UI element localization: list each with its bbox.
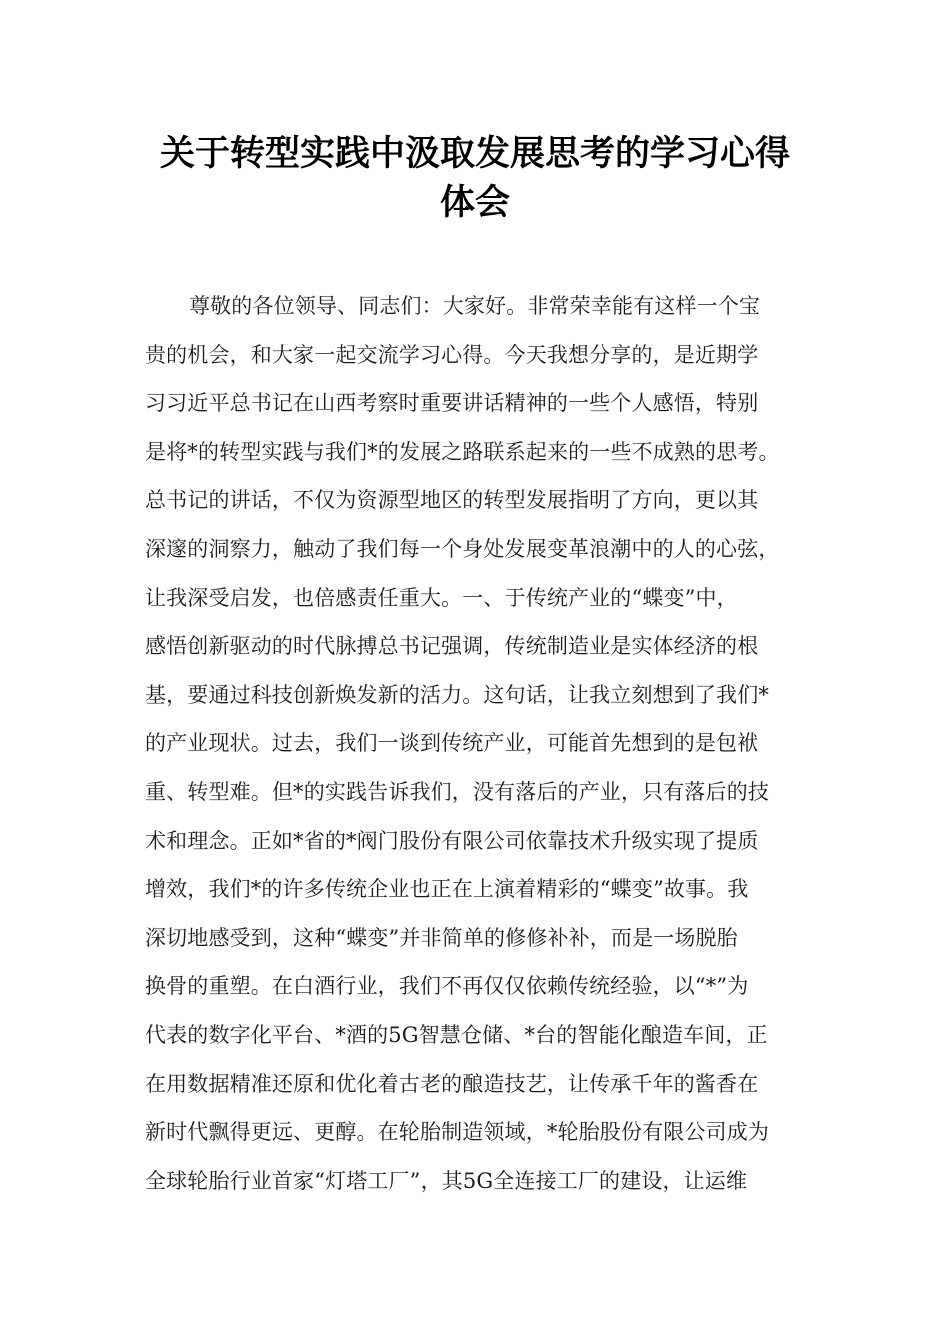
body-line: 基，要通过科技创新焕发新的活力。这句话，让我立刻想到了我们* (145, 682, 769, 707)
body-line: 尊敬的各位领导、同志们：大家好。非常荣幸能有这样一个宝 (189, 294, 761, 318)
body-line: 感悟创新驱动的时代脉搏总书记强调，传统制造业是实体经济的根 (145, 634, 759, 659)
body-line: 总书记的讲话，不仅为资源型地区的转型发展指明了方向，更以其 (145, 488, 759, 513)
body-line: 贵的机会，和大家一起交流学习心得。今天我想分享的，是近期学 (145, 342, 759, 367)
document-body (145, 282, 825, 1205)
body-line: 换骨的重塑。在白酒行业，我们不再仅仅依赖传统经验，以“*”为 (145, 974, 749, 999)
body-line: 全球轮胎行业首家“灯塔工厂”，其5G全连接工厂的建设，让运维 (145, 1168, 748, 1193)
title-line-2: 体会 (439, 183, 510, 223)
body-line: 让我深受启发，也倍感责任重大。一、于传统产业的“蝶变”中， (145, 585, 738, 610)
body-line: 的产业现状。过去，我们一谈到传统产业，可能首先想到的是包袱 (145, 731, 759, 756)
body-line: 代表的数字化平台、*酒的5G智慧仓储、*台的智能化酿造车间，正 (145, 1022, 768, 1047)
title-line-1: 关于转型实践中汲取发展思考的学习心得 (159, 134, 790, 174)
body-line: 新时代飘得更远、更醇。在轮胎制造领域，*轮胎股份有限公司成为 (145, 1120, 769, 1145)
document-title (100, 130, 850, 228)
body-line: 重、转型难。但*的实践告诉我们，没有落后的产业，只有落后的技 (145, 779, 769, 804)
body-line: 习习近平总书记在山西考察时重要讲话精神的一些个人感悟，特别 (145, 391, 759, 416)
body-line: 深邃的洞察力，触动了我们每一个身处发展变革浪潮中的人的心弦， (145, 536, 780, 561)
body-line: 术和理念。正如*省的*阀门股份有限公司依靠技术升级实现了提质 (145, 828, 759, 853)
body-line: 在用数据精准还原和优化着古老的酿造技艺，让传承千年的酱香在 (145, 1071, 759, 1096)
body-line: 增效，我们*的许多传统企业也正在上演着精彩的“蝶变”故事。我 (145, 877, 749, 902)
body-line: 是将*的转型实践与我们*的发展之路联系起来的一些不成熟的思考。 (145, 439, 780, 464)
body-line: 深切地感受到，这种“蝶变”并非简单的修修补补，而是一场脱胎 (145, 925, 738, 950)
